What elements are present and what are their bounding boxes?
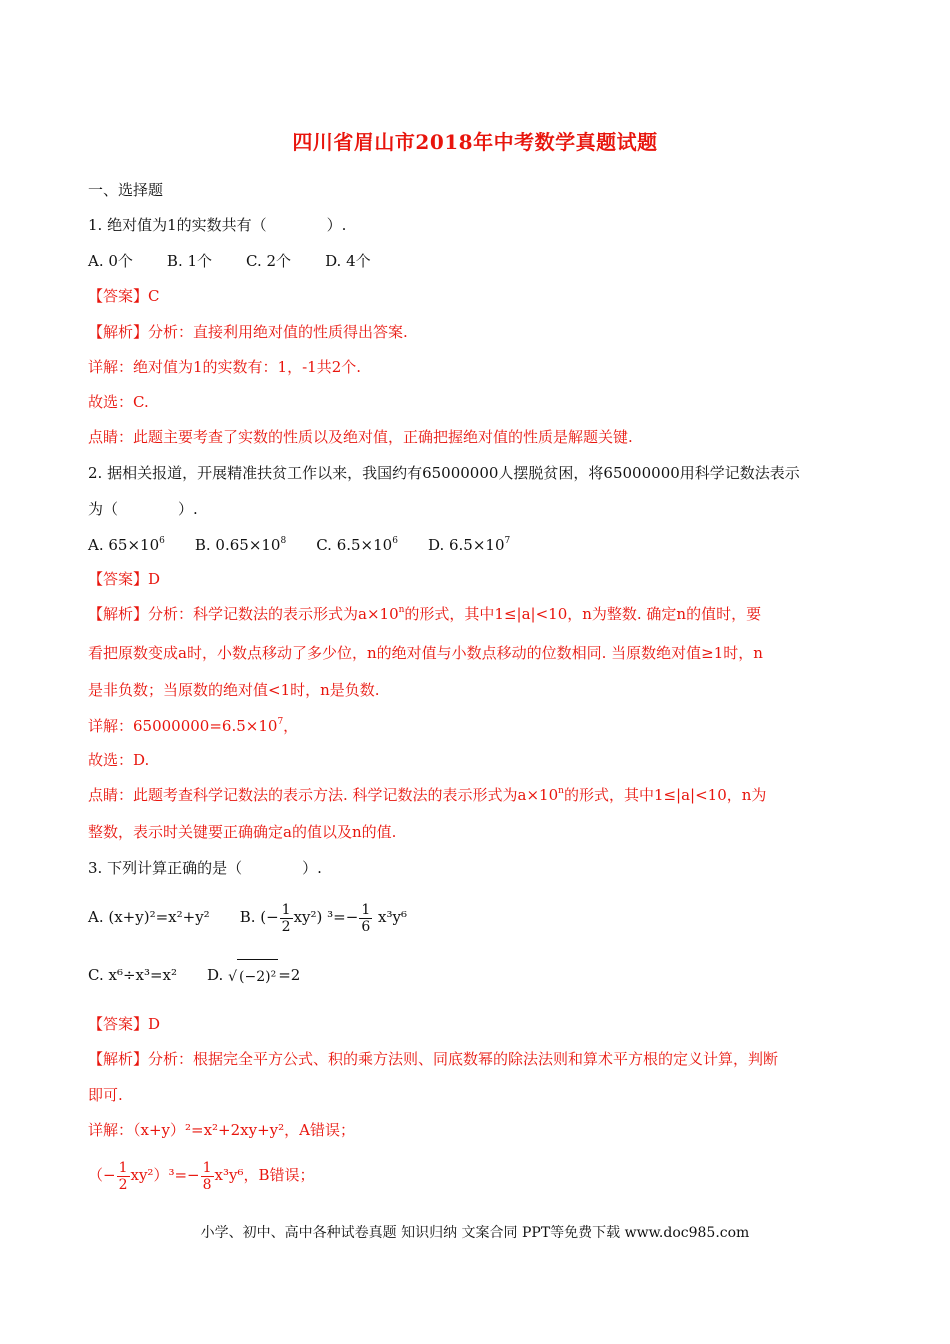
- page-footer: 小学、初中、高中各种试卷真题 知识归纳 文案合同 PPT等免费下载 www.doc985.com: [200, 1225, 750, 1241]
- analysis-tag: 【解析】: [88, 605, 149, 623]
- question-2-choose: 故选：D.: [88, 751, 150, 769]
- option-b: B. 1个: [166, 252, 213, 270]
- fraction-one-eighth: $\frac{1}{8}$: [202, 1159, 212, 1193]
- page-title: 四川省眉山市2018年中考数学真题试题: [292, 130, 658, 154]
- question-2-comment-line-2: 整数，表示时关键要正确确定a的值以及n的值.: [88, 823, 397, 841]
- analysis-tag: 【解析】: [88, 323, 149, 341]
- question-3-analysis-line-2: 即可.: [88, 1086, 123, 1104]
- question-2-stem-line-1: 2. 据相关报道，开展精准扶贫工作以来，我国约有65000000人摆脱贫困，将65000000用科学记数法表示: [88, 464, 800, 482]
- question-2-analysis-line-2: 看把原数变成a时，小数点移动了多少位，n的绝对值与小数点移动的位数相同. 当原数绝对值≥1时，n: [88, 644, 763, 662]
- question-1-options: [88, 251, 371, 271]
- section-heading: 一、选择题: [88, 181, 164, 199]
- question-2-stem-line-2: 为（ ）.: [88, 500, 198, 518]
- option-b: B. (− $\frac{1}{2}$ xy²) ³=− $\frac{1}{6}$ x³y⁶: [239, 901, 407, 935]
- option-a: A. 0个: [88, 252, 133, 270]
- radical-sign-icon: √: [228, 968, 238, 985]
- option-c: C. 2个: [246, 252, 292, 270]
- question-3-options-ab: [88, 900, 407, 935]
- question-1-analysis: [88, 322, 408, 342]
- option-d: D. 4个: [325, 252, 371, 270]
- fraction-one-half: $\frac{1}{2}$: [118, 1159, 128, 1193]
- question-3-options-cd: [88, 958, 300, 994]
- analysis-tag: 【解析】: [88, 1050, 149, 1068]
- square-root-expression: √ (−2)²: [228, 959, 278, 994]
- question-3-stem: 3. 下列计算正确的是（ ）.: [88, 859, 322, 877]
- fraction-one-sixth: $\frac{1}{6}$: [361, 901, 371, 935]
- answer-tag: 【答案】: [88, 1015, 149, 1033]
- option-c: C. x⁶÷x³=x²: [88, 966, 178, 984]
- question-2-analysis-line-3: 是非负数；当原数的绝对值<1时，n是负数.: [88, 681, 380, 699]
- answer-value: D: [148, 570, 161, 588]
- option-b: B. $0.65\times 10^8$: [194, 536, 287, 554]
- question-2-answer: [88, 569, 160, 589]
- question-1-answer: [88, 286, 160, 306]
- option-d: D. $6.5\times 10^7$: [427, 536, 511, 554]
- question-1-comment: 点睛：此题主要考查了实数的性质以及绝对值，正确把握绝对值的性质是解题关键.: [88, 428, 633, 446]
- question-1-choose: 故选：C.: [88, 393, 149, 411]
- answer-tag: 【答案】: [88, 570, 149, 588]
- question-1-stem: 1. 绝对值为1的实数共有（ ）.: [88, 216, 347, 234]
- analysis-text: 分析：直接利用绝对值的性质得出答案.: [148, 323, 408, 341]
- answer-value: D: [148, 1015, 161, 1033]
- question-3-detail-line-1: 详解：（x+y）²=x²+2xy+y²，A错误；: [88, 1121, 355, 1139]
- option-a: A. $65\times 10^6$: [88, 536, 165, 554]
- answer-tag: 【答案】: [88, 287, 149, 305]
- question-3-answer: [88, 1014, 160, 1034]
- question-2-detail: 详解：$65000000=6.5\times 10^7$，: [88, 717, 299, 735]
- question-2-analysis-line-1: 【解析】分析：科学记数法的表示形式为$a\times 10^n$的形式，其中1≤|a|<10，n为整数. 确定n的值时，要: [88, 605, 762, 623]
- question-2-options: [88, 535, 510, 555]
- fraction-one-half: $\frac{1}{2}$: [281, 901, 291, 935]
- question-3-analysis-line-1: 【解析】分析：根据完全平方公式、积的乘方法则、同底数幂的除法法则和算术平方根的定义计算，判断: [88, 1050, 779, 1068]
- option-c: C. $6.5\times 10^6$: [316, 536, 398, 554]
- question-3-detail-line-2: （− $\frac{1}{2}$ xy²）³=− $\frac{1}{8}$ x³y⁶，B错误；: [88, 1159, 315, 1193]
- answer-value: C: [148, 287, 160, 305]
- question-1-detail: 详解：绝对值为1的实数有：1，-1共2个.: [88, 358, 362, 376]
- question-2-comment-line-1: 点睛：此题考查科学记数法的表示方法. 科学记数法的表示形式为$a\times 10^n$的形式，其中1≤|a|<10，n为: [88, 786, 767, 804]
- option-d: D. √ (−2)² =2: [207, 966, 300, 984]
- option-a: A. (x+y)²=x²+y²: [88, 908, 210, 926]
